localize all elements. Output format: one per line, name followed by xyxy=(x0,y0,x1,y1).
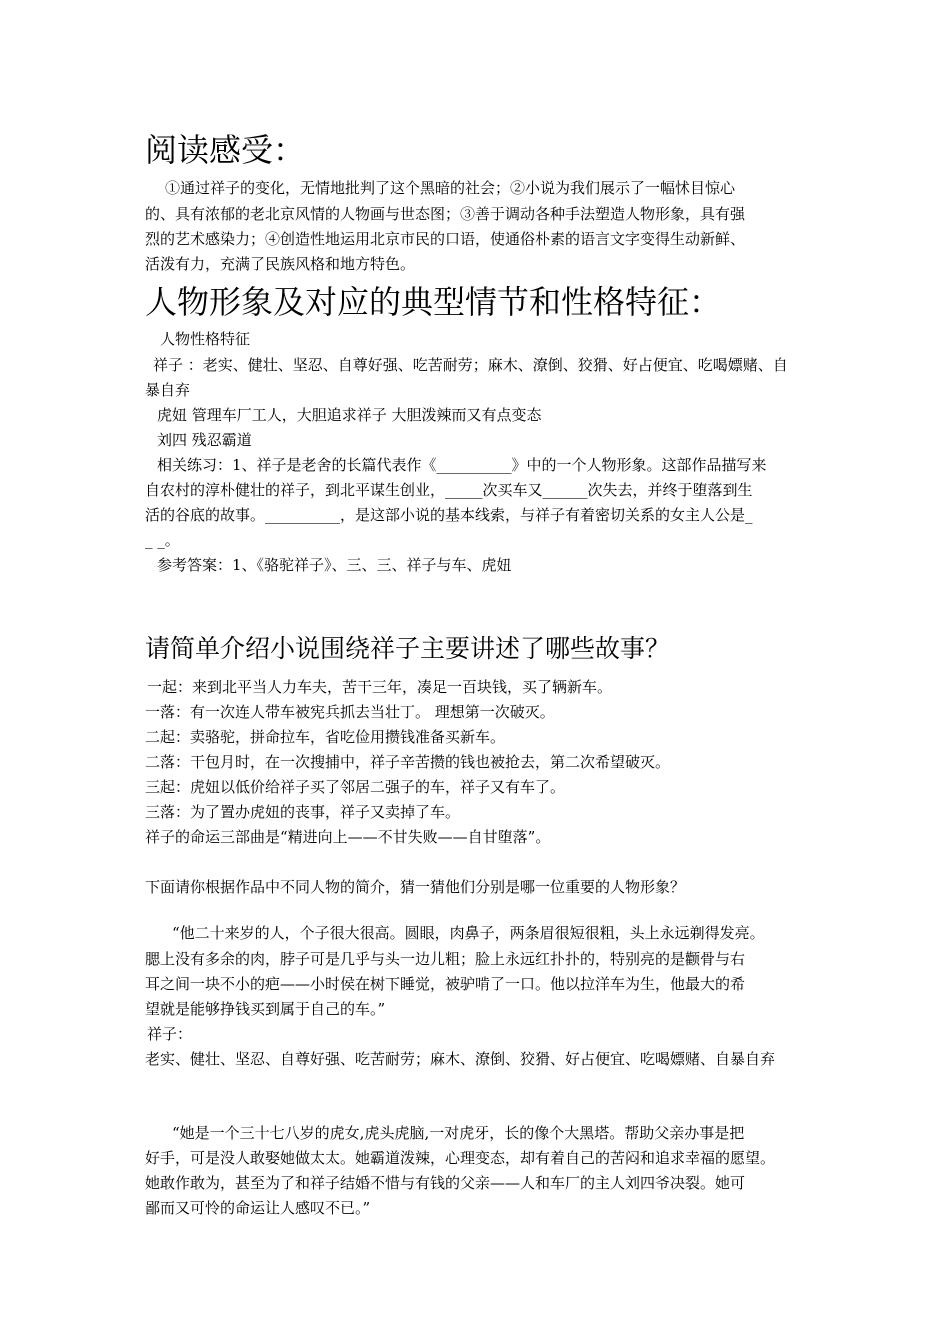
answer-label: 祥子： xyxy=(147,1025,193,1043)
story-line: 一起：来到北平当人力车夫，苦干三年，凑足一百块钱，买了辆新车。 xyxy=(147,678,613,696)
heading-characters: 人物形象及对应的典型情节和性格特征： xyxy=(145,283,722,321)
quote-line: 耳之间一块不小的疤——小时侯在树下睡觉，被驴啃了一口。他以拉洋车为生，他最大的希 xyxy=(145,975,746,993)
quote-line: 腮上没有多余的肉，脖子可是几乎与头一边儿粗；脸上永远红扑扑的，特别亮的是颧骨与右 xyxy=(145,950,746,968)
quote-line: 好手，可是没人敢娶她做太太。她霸道泼辣，心理变态，却有着自己的苦闷和追求幸福的愿望。 xyxy=(145,1149,776,1167)
quote-line: 她敢作敢为，甚至为了和祥子结婚不惜与有钱的父亲——人和车厂的主人刘四爷决裂。她可 xyxy=(145,1174,746,1192)
reading-line: 活泼有力，充满了民族风格和地方特色。 xyxy=(145,255,416,273)
reference-answer: 参考答案：1、《骆驼祥子》、三、三、祥子与车、虎妞 xyxy=(157,556,512,574)
quote-line: 望就是能够挣钱买到属于自己的车。” xyxy=(145,1000,386,1018)
heading-story: 请简单介绍小说围绕祥子主要讲述了哪些故事？ xyxy=(145,634,671,663)
character-line: _ _。 xyxy=(145,531,180,549)
guess-prompt: 下面请你根据作品中不同人物的简介，猜一猜他们分别是哪一位重要的人物形象？ xyxy=(145,878,686,896)
answer-traits: 老实、健壮、坚忍、自尊好强、吃苦耐劳；麻木、潦倒、狡猾、好占便宜、吃喝嫖赌、自暴自弃 xyxy=(145,1050,776,1068)
reading-line: ①通过祥子的变化，无情地批判了这个黑暗的社会；②小说为我们展示了一幅怵目惊心 xyxy=(165,179,736,197)
character-line: 暴自弃 xyxy=(145,381,191,399)
character-line: 刘四 残忍霸道 xyxy=(157,431,252,449)
story-line: 三落：为了置办虎妞的丧事，祥子又卖掉了车。 xyxy=(145,803,461,821)
story-line: 二起：卖骆驼，拼命拉车，省吃俭用攒钱准备买新车。 xyxy=(145,728,506,746)
quote-line: “他二十来岁的人，个子很大很高。圆眼，肉鼻子，两条眉很短很粗，头上永远剃得发亮。 xyxy=(172,924,765,942)
story-line: 祥子的命运三部曲是“精进向上——不甘失败——自甘堕落”。 xyxy=(145,828,551,846)
reading-line: 的、具有浓郁的老北京风情的人物画与世态图；③善于调动各种手法塑造人物形象，具有强 xyxy=(145,205,746,223)
story-line: 三起：虎妞以低价给祥子买了邻居二强子的车，祥子又有车了。 xyxy=(145,778,566,796)
character-line: 相关练习：1、祥子是老舍的长篇代表作《__________》中的一个人物形象。这部作品描写来 xyxy=(157,456,767,474)
character-line: 人物性格特征 xyxy=(160,330,251,348)
heading-reading: 阅读感受： xyxy=(145,131,306,169)
character-line: 自农村的淳朴健壮的祥子，到北平谋生创业，_____次买车又______次失去，并终于堕落到生 xyxy=(145,481,753,499)
quote-line: “她是一个三十七八岁的虎女,虎头虎脑,一对虎牙，长的像个大黑塔。帮助父亲办事是把 xyxy=(172,1124,745,1142)
quote-line: 鄙而又可怜的命运让人感叹不已。” xyxy=(145,1199,371,1217)
character-line: 祥子 ：老实、健壮、坚忍、自尊好强、吃苦耐劳；麻木、潦倒、狡猾、好占便宜、吃喝嫖赌、自 xyxy=(153,356,788,374)
reading-line: 烈的艺术感染力；④创造性地运用北京市民的口语，使通俗朴素的语言文字变得生动新鲜、 xyxy=(145,230,746,248)
story-line: 一落：有一次连人带车被宪兵抓去当壮丁。 理想第一次破灭。 xyxy=(145,703,555,721)
story-line: 二落：干包月时，在一次搜捕中，祥子辛苦攒的钱也被抢去，第二次希望破灭。 xyxy=(145,753,671,771)
character-line: 活的谷底的故事。__________，是这部小说的基本线索，与祥子有着密切关系的女主人公是_ xyxy=(145,506,753,524)
character-line: 虎妞 管理车厂工人，大胆追求祥子 大胆泼辣而又有点变态 xyxy=(157,406,542,424)
